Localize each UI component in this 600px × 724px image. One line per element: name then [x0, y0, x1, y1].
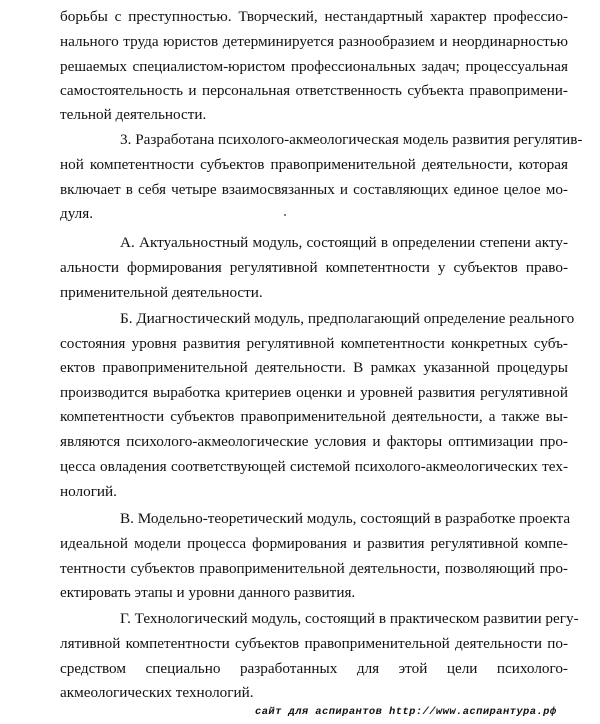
text-line: цесса овладения соответствующей системой психолого-акмеологических тех-	[60, 458, 568, 475]
text-line: 3. Разработана психолого-акмеологическая модель развития регулятив-	[120, 131, 583, 148]
text-line: являются психолого-акмеологические условия и факторы оптимизации про-	[60, 433, 568, 450]
site-footer-link[interactable]: сайт для аспирантов http://www.аспирантура.рф	[255, 706, 557, 718]
text-line: состояния уровня развития регулятивной компетентности конкретных субъ-	[60, 335, 568, 352]
text-line: решаемых специалистом-юристом профессиональных задач; процессуальная	[60, 58, 568, 75]
text-line: ектировать этапы и уровни данного развития.	[60, 584, 356, 601]
text-line: тельной деятельности.	[60, 106, 207, 123]
text-line: нального труда юристов детерминируется разнообразием и неординарностью	[60, 33, 568, 50]
text-line: применительной деятельности.	[60, 284, 263, 301]
text-line: ной компетентности субъектов правоприменительной деятельности, которая	[60, 156, 568, 173]
text-line: включает в себя четыре взаимосвязанных и составляющих единое целое мо-	[60, 181, 568, 198]
text-line: идеальной модели процесса формирования и развития регулятивной компе-	[60, 535, 568, 552]
scan-speck	[284, 214, 286, 216]
text-line: акмеологических технологий.	[60, 684, 254, 701]
text-line: производится выработка критериев оценки и уровней развития регулятивной	[60, 384, 568, 401]
text-line: средством специально разработанных для этой цели психолого-	[60, 660, 568, 677]
text-line: В. Модельно-теоретический модуль, состоящий в разработке проекта	[120, 510, 571, 527]
text-line: Г. Технологический модуль, состоящий в практическом развитии регу-	[120, 610, 579, 627]
text-line: самостоятельность и персональная ответственность субъекта правопримени-	[60, 82, 568, 99]
text-line: дуля.	[60, 205, 94, 222]
text-line: Б. Диагностический модуль, предполагающий определение реального	[120, 310, 575, 327]
text-line: ектов правоприменительной деятельности. В рамках указанной процедуры	[60, 359, 568, 376]
text-line: А. Актуальностный модуль, состоящий в определении степени акту-	[120, 234, 568, 251]
text-line: лятивной компетентности субъектов правоприменительной деятельности по-	[60, 635, 568, 652]
text-line: борьбы с преступностью. Творческий, нестандартный характер профессио-	[60, 8, 568, 25]
text-line: альности формирования регулятивной компетентности у субъектов право-	[60, 259, 568, 276]
text-line: нологий.	[60, 483, 117, 500]
text-line: тентности субъектов правоприменительной деятельности, позволяющий про-	[60, 560, 568, 577]
text-line: компетентности субъектов правоприменительной деятельности, а также вы-	[60, 408, 568, 425]
